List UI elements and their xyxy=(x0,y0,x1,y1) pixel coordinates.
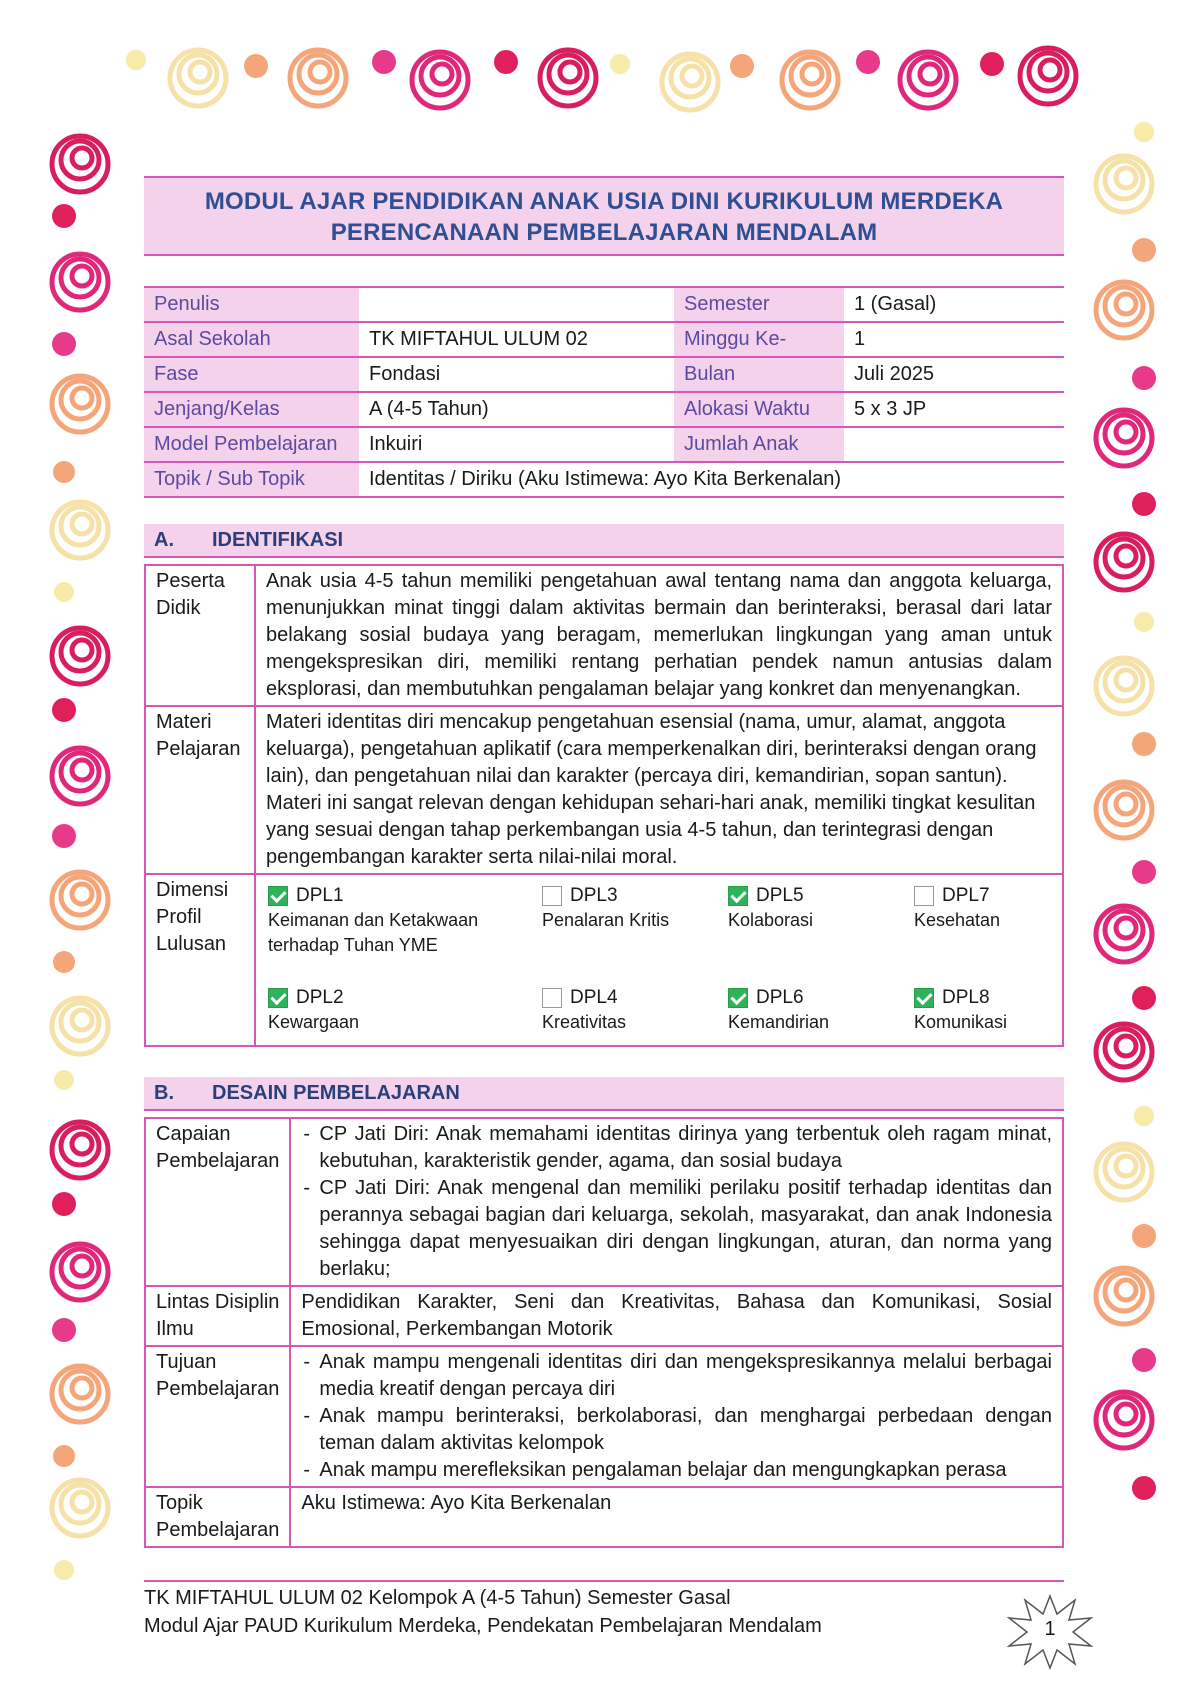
footer-line1: TK MIFTAHUL ULUM 02 Kelompok A (4-5 Tahun) Semester Gasal xyxy=(144,1587,731,1609)
info-row xyxy=(144,427,1064,462)
checkbox-checked-icon[interactable] xyxy=(268,988,288,1008)
checkbox-unchecked-icon[interactable] xyxy=(542,988,562,1008)
document-title-line2: PERENCANAAN PEMBELAJARAN MENDALAM xyxy=(330,219,878,246)
info-label: Topik / Sub Topik xyxy=(144,462,359,497)
table-row xyxy=(145,1346,1063,1487)
table-row xyxy=(145,1487,1063,1547)
footer-line2: Modul Ajar PAUD Kurikulum Merdeka, Pendekatan Pembelajaran Mendalam xyxy=(144,1615,822,1637)
row-label: Tujuan Pembelajaran xyxy=(145,1346,290,1487)
dpl-item[interactable] xyxy=(914,985,1094,1035)
dpl-checklist xyxy=(256,875,1062,1045)
document-page xyxy=(144,176,1064,1548)
row-label: Peserta Didik xyxy=(145,565,255,706)
row-value: Anak usia 4-5 tahun memiliki pengetahuan awal tentang nama dan anggota keluarga, menunjukkan minat tinggi dalam aktivitas bermain dan berinteraksi, berasal dari latar belakang sosial budaya yang beragam, memerlukan lingkungan yang aman untuk mengekspresikan diri, memiliki rentang perhatian pendek namun antusias dalam eksplorasi, dan membutuhkan pengalaman belajar yang konkret dan menyenangkan. xyxy=(255,565,1063,706)
tujuan-list xyxy=(301,1349,1052,1484)
dpl-code: DPL1 xyxy=(296,885,344,906)
page-footer xyxy=(144,1580,1064,1640)
table-row xyxy=(145,874,1063,1046)
info-label: Model Pembelajaran xyxy=(144,427,359,462)
checkbox-unchecked-icon[interactable] xyxy=(914,886,934,906)
info-value: TK MIFTAHUL ULUM 02 xyxy=(359,322,674,357)
info-row xyxy=(144,392,1064,427)
desain-table xyxy=(144,1117,1064,1548)
section-a-heading xyxy=(144,524,1064,558)
dpl-item[interactable] xyxy=(268,985,448,1035)
checkbox-unchecked-icon[interactable] xyxy=(542,886,562,906)
info-value: 1 xyxy=(844,322,1064,357)
document-title-line1: MODUL AJAR PENDIDIKAN ANAK USIA DINI KURIKULUM MERDEKA xyxy=(204,188,1004,215)
info-label: Minggu Ke- xyxy=(674,322,844,357)
page-number-badge xyxy=(1005,1592,1095,1670)
section-title: DESAIN PEMBELAJARAN xyxy=(212,1082,460,1104)
info-value: Inkuiri xyxy=(359,427,674,462)
list-item: - Anak mampu mengenali identitas diri dan mengekspresikannya melalui berbagai media kreatif dengan percaya diri xyxy=(301,1349,1052,1403)
dpl-name: Komunikasi xyxy=(914,1012,1008,1032)
row-label: Capaian Pembelajaran xyxy=(145,1118,290,1286)
list-item: - CP Jati Diri: Anak mengenal dan memiliki perilaku positif terhadap identitas dan perannya sebagai bagian dari keluarga, sekolah, masyarakat, dan anak Indonesia sehingga dapat menyesuaikan diri dengan lingkungan, aturan, dan norma yang berlaku; xyxy=(301,1175,1052,1283)
dpl-code: DPL7 xyxy=(942,885,990,906)
dpl-code: DPL5 xyxy=(756,885,804,906)
info-row xyxy=(144,322,1064,357)
row-label: Dimensi Profil Lulusan xyxy=(145,874,255,1046)
info-value: 5 x 3 JP xyxy=(844,392,1064,427)
row-value: Pendidikan Karakter, Seni dan Kreativitas, Bahasa dan Komunikasi, Sosial Emosional, Perkembangan Motorik xyxy=(290,1286,1063,1346)
dpl-item[interactable] xyxy=(728,883,908,933)
checkbox-checked-icon[interactable] xyxy=(914,988,934,1008)
info-table xyxy=(144,286,1064,498)
info-label: Semester xyxy=(674,287,844,322)
info-value: 1 (Gasal) xyxy=(844,287,1064,322)
dpl-name: Kesehatan xyxy=(914,910,1001,930)
dpl-item[interactable] xyxy=(542,985,722,1035)
info-value: A (4-5 Tahun) xyxy=(359,392,674,427)
checkbox-checked-icon[interactable] xyxy=(728,886,748,906)
info-label: Alokasi Waktu xyxy=(674,392,844,427)
row-label: Topik Pembelajaran xyxy=(145,1487,290,1547)
dpl-name: Penalaran Kritis xyxy=(542,910,670,930)
dpl-item[interactable] xyxy=(268,883,508,958)
section-number: A. xyxy=(154,529,174,551)
info-label: Jumlah Anak xyxy=(674,427,844,462)
page-number: 1 xyxy=(1044,1618,1056,1640)
capaian-list xyxy=(301,1121,1052,1283)
dpl-item[interactable] xyxy=(914,883,1094,933)
identifikasi-table xyxy=(144,564,1064,1047)
dpl-name: Kewargaan xyxy=(268,1012,360,1032)
dpl-name: Kreativitas xyxy=(542,1012,627,1032)
dpl-code: DPL3 xyxy=(570,885,618,906)
checkbox-checked-icon[interactable] xyxy=(268,886,288,906)
table-row xyxy=(145,565,1063,706)
info-value: Identitas / Diriku (Aku Istimewa: Ayo Kita Berkenalan) xyxy=(359,462,1064,497)
info-value xyxy=(359,287,674,322)
info-label: Bulan xyxy=(674,357,844,392)
section-number: B. xyxy=(154,1082,174,1104)
list-item: - Anak mampu merefleksikan pengalaman belajar dan mengungkapkan perasa xyxy=(301,1457,1052,1484)
dpl-name: Keimanan dan Ketakwaan terhadap Tuhan YME xyxy=(268,910,479,955)
dpl-code: DPL4 xyxy=(570,987,618,1008)
dpl-code: DPL6 xyxy=(756,987,804,1008)
section-title: IDENTIFIKASI xyxy=(212,529,344,551)
checkbox-checked-icon[interactable] xyxy=(728,988,748,1008)
list-item: - CP Jati Diri: Anak memahami identitas dirinya yang terbentuk oleh ragam minat, kebutuhan, karakteristik gender, agama, dan sosial budaya xyxy=(301,1121,1052,1175)
info-row xyxy=(144,357,1064,392)
info-label: Jenjang/Kelas xyxy=(144,392,359,427)
dpl-code: DPL2 xyxy=(296,987,344,1008)
table-row xyxy=(145,706,1063,874)
table-row xyxy=(145,1118,1063,1286)
row-value: Materi identitas diri mencakup pengetahuan esensial (nama, umur, alamat, anggota keluarga), pengetahuan aplikatif (cara memperkenalkan diri, berinteraksi dengan orang lain), dan pengetahuan nilai dan karakter (percaya diri, kemandirian, sopan santun). Materi ini sangat relevan dengan kehidupan sehari-hari anak, memiliki tingkat kesulitan yang sesuai dengan tahap perkembangan usia 4-5 tahun, dan terintegrasi dengan pengembangan karakter serta nilai-nilai moral. xyxy=(255,706,1063,874)
info-row xyxy=(144,287,1064,322)
dpl-item[interactable] xyxy=(542,883,722,933)
dpl-code: DPL8 xyxy=(942,987,990,1008)
row-label: Lintas Disiplin Ilmu xyxy=(145,1286,290,1346)
dpl-item[interactable] xyxy=(728,985,908,1035)
row-label: Materi Pelajaran xyxy=(145,706,255,874)
dpl-name: Kemandirian xyxy=(728,1012,830,1032)
section-b-heading xyxy=(144,1077,1064,1111)
info-label: Fase xyxy=(144,357,359,392)
info-label: Penulis xyxy=(144,287,359,322)
table-row xyxy=(145,1286,1063,1346)
document-title-box xyxy=(144,176,1064,256)
dpl-name: Kolaborasi xyxy=(728,910,814,930)
info-value: Juli 2025 xyxy=(844,357,1064,392)
info-row-topik xyxy=(144,462,1064,497)
info-label: Asal Sekolah xyxy=(144,322,359,357)
row-value: Aku Istimewa: Ayo Kita Berkenalan xyxy=(290,1487,1063,1547)
info-value xyxy=(844,427,1064,462)
info-value: Fondasi xyxy=(359,357,674,392)
list-item: - Anak mampu berinteraksi, berkolaborasi, dan menghargai perbedaan dengan teman dalam aktivitas kelompok xyxy=(301,1403,1052,1457)
